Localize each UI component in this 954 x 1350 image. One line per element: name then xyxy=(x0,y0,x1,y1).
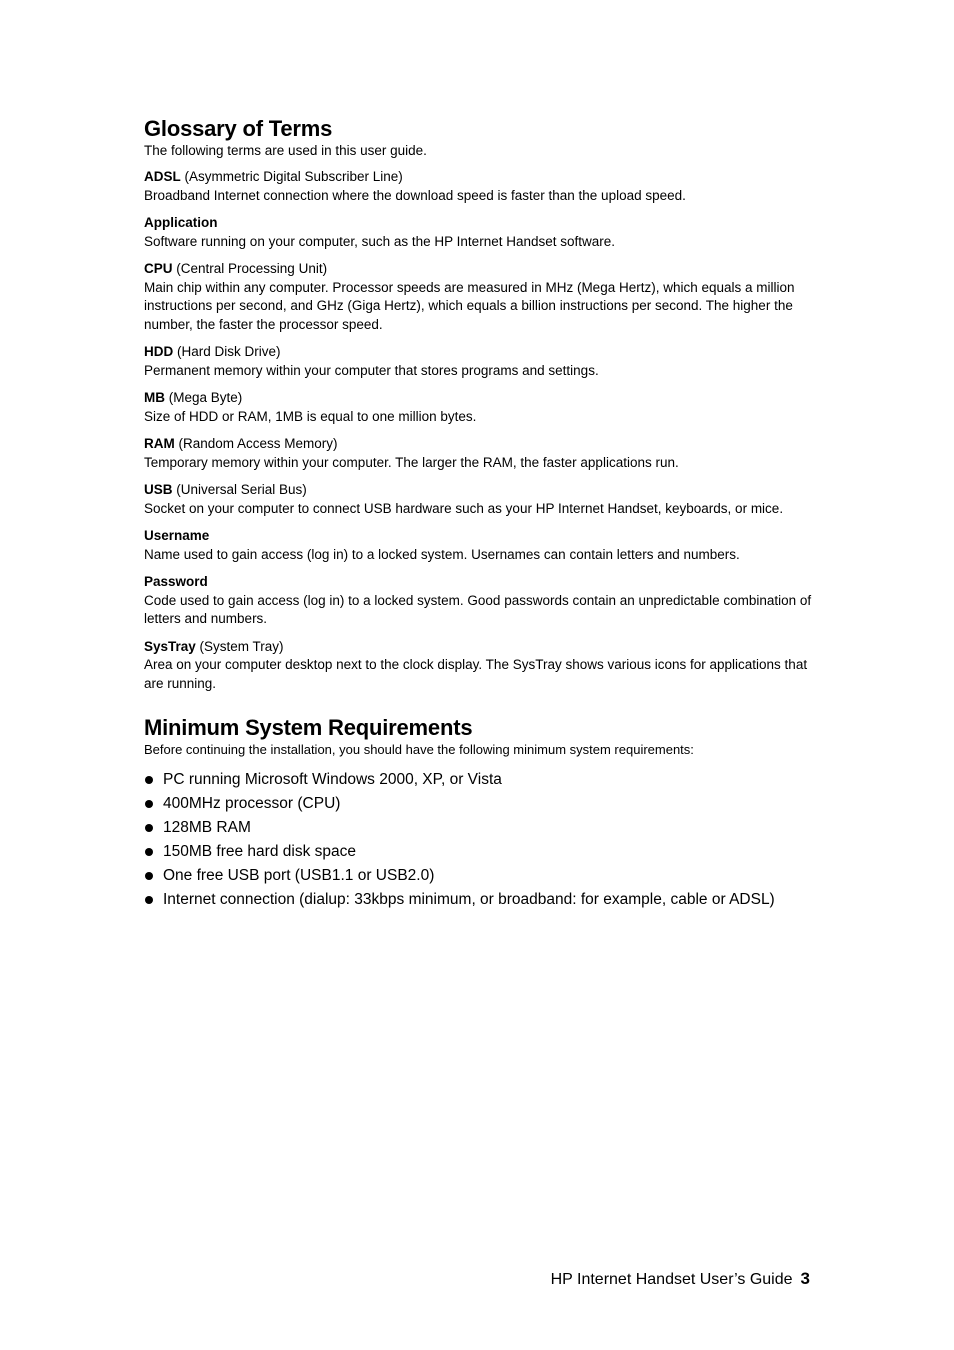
list-item xyxy=(144,792,814,816)
term-definition: Name used to gain access (log in) to a locked system. Usernames can contain letters and numbers. xyxy=(144,546,740,562)
glossary-term-cpu xyxy=(144,260,814,334)
term-expansion: (Universal Serial Bus) xyxy=(172,482,307,497)
requirement-text: Internet connection (dialup: 33kbps minimum, or broadband: for example, cable or ADSL) xyxy=(163,891,775,908)
list-item xyxy=(144,840,814,864)
term-definition: Size of HDD or RAM, 1MB is equal to one million bytes. xyxy=(144,408,477,424)
term-definition: Code used to gain access (log in) to a locked system. Good passwords contain an unpredictable combination of letters and numbers. xyxy=(144,592,812,626)
term-definition: Permanent memory within your computer that stores programs and settings. xyxy=(144,362,599,378)
glossary-term-mb xyxy=(144,389,814,426)
glossary-heading: Glossary of Terms xyxy=(144,116,333,141)
requirement-text: 128MB RAM xyxy=(163,819,251,836)
page-footer xyxy=(551,1268,810,1291)
glossary-term-systray xyxy=(144,638,814,694)
term-name: ADSL xyxy=(144,169,181,184)
term-expansion: (Hard Disk Drive) xyxy=(173,344,281,359)
list-item xyxy=(144,816,814,840)
term-expansion: (Asymmetric Digital Subscriber Line) xyxy=(180,169,403,184)
term-expansion: (Central Processing Unit) xyxy=(172,261,328,276)
term-name: MB xyxy=(144,390,165,405)
term-name: RAM xyxy=(144,436,175,451)
term-expansion: (Random Access Memory) xyxy=(174,436,338,451)
list-item xyxy=(144,888,814,912)
list-item xyxy=(144,768,814,792)
term-definition: Software running on your computer, such as the HP Internet Handset software. xyxy=(144,233,616,249)
bullet-icon xyxy=(145,800,153,808)
requirement-text: One free USB port (USB1.1 or USB2.0) xyxy=(163,867,435,884)
term-definition: Area on your computer desktop next to the clock display. The SysTray shows various icons for applications that are running. xyxy=(144,657,808,691)
term-expansion: (Mega Byte) xyxy=(165,390,243,405)
term-name: HDD xyxy=(144,344,174,359)
bullet-icon xyxy=(145,872,153,880)
glossary-term-usb xyxy=(144,481,814,518)
term-name: Username xyxy=(144,528,210,543)
requirements-intro: Before continuing the installation, you should have the following minimum system requirements: xyxy=(144,742,694,757)
page-content xyxy=(144,116,814,912)
list-item xyxy=(144,864,814,888)
requirements-heading: Minimum System Requirements xyxy=(144,715,473,740)
term-name: Application xyxy=(144,215,218,230)
term-definition: Broadband Internet connection where the download speed is faster than the upload speed. xyxy=(144,187,686,203)
footer-guide-title: HP Internet Handset User’s Guide xyxy=(550,1271,793,1288)
glossary-intro: The following terms are used in this user guide. xyxy=(144,143,427,158)
requirements-list xyxy=(144,768,814,912)
requirement-text: 150MB free hard disk space xyxy=(163,843,356,860)
bullet-icon xyxy=(145,824,153,832)
requirement-text: 400MHz processor (CPU) xyxy=(163,795,341,812)
term-definition: Temporary memory within your computer. The larger the RAM, the faster applications run. xyxy=(144,454,679,470)
bullet-icon xyxy=(145,848,153,856)
bullet-icon xyxy=(145,896,153,904)
requirements-section xyxy=(144,715,814,912)
glossary-term-ram xyxy=(144,435,814,472)
term-name: Password xyxy=(144,574,208,589)
glossary-term-hdd xyxy=(144,343,814,380)
term-name: USB xyxy=(144,482,173,497)
term-name: CPU xyxy=(144,261,173,276)
requirement-text: PC running Microsoft Windows 2000, XP, or Vista xyxy=(163,771,502,788)
glossary-term-adsl xyxy=(144,168,814,205)
glossary-list xyxy=(144,168,814,693)
term-expansion: (System Tray) xyxy=(195,638,284,654)
bullet-icon xyxy=(145,776,153,784)
glossary-term-application xyxy=(144,214,814,251)
page-number: 3 xyxy=(800,1269,810,1288)
term-definition: Main chip within any computer. Processor speeds are measured in MHz (Mega Hertz), which equals a million instructions per second, and GHz (Giga Hertz), which equals a billion instructions per second. The higher the number, the faster the processor speed. xyxy=(144,279,795,332)
term-definition: Socket on your computer to connect USB hardware such as your HP Internet Handset, keyboards, or mice. xyxy=(144,500,784,516)
glossary-term-username xyxy=(144,527,814,564)
glossary-term-password xyxy=(144,573,814,629)
term-name: SysTray xyxy=(144,638,196,654)
